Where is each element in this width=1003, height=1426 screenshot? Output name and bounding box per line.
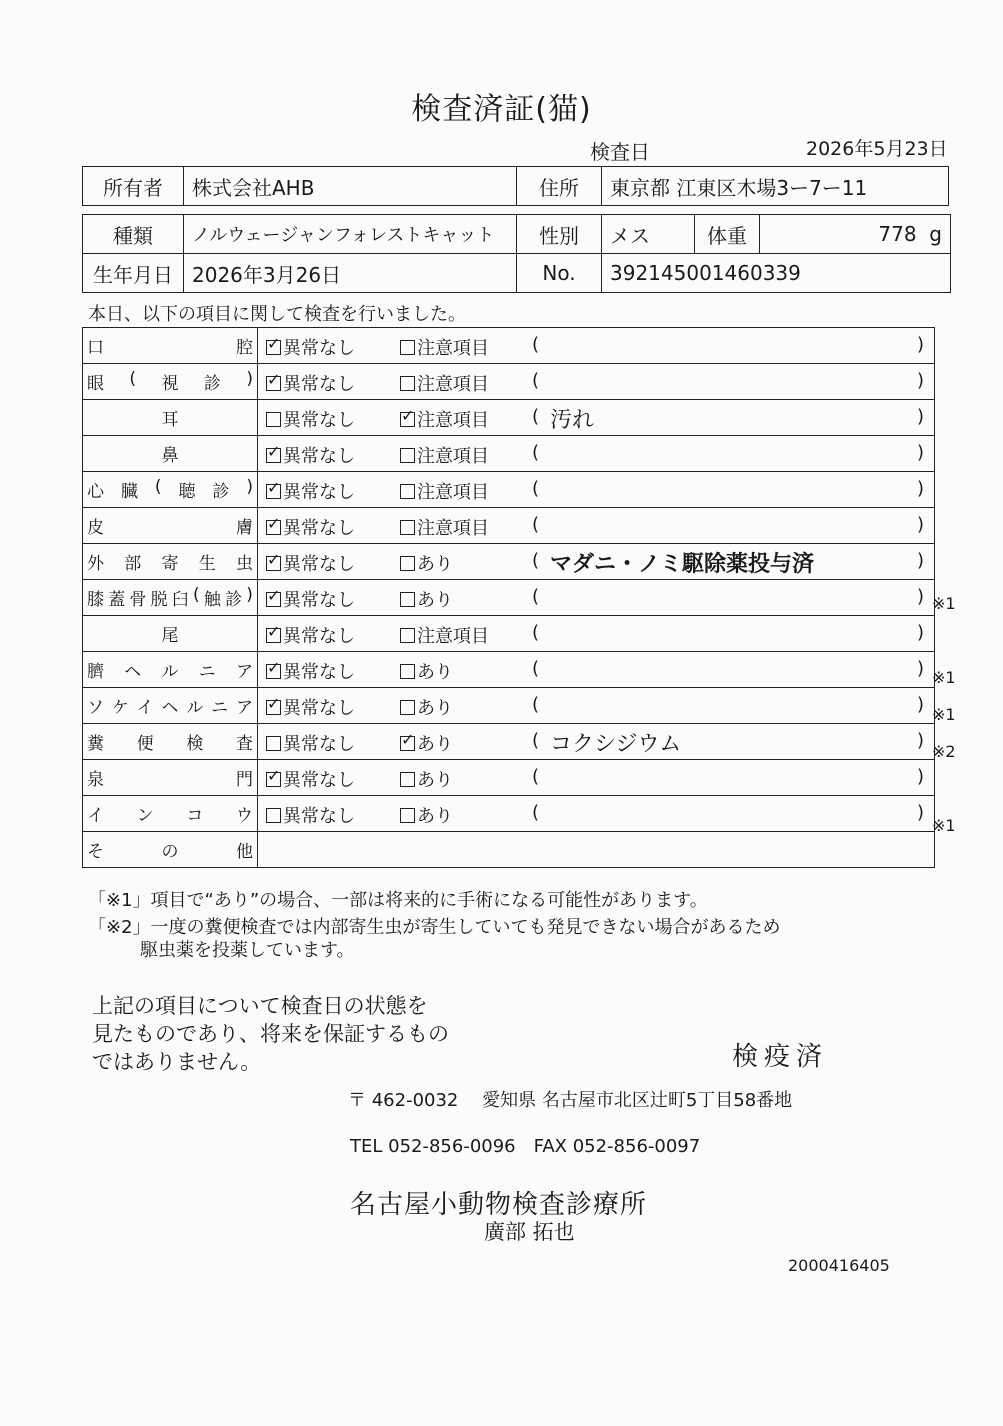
doctor-name: 廣部 拓也 <box>484 1220 575 1244</box>
no-label: No. <box>517 254 602 293</box>
option-normal[interactable] <box>266 766 355 792</box>
option-label: 注意項目 <box>417 446 489 467</box>
option-normal[interactable] <box>266 694 355 720</box>
pet-table <box>82 214 951 293</box>
option-normal[interactable] <box>266 406 355 432</box>
option-label: 異常なし <box>283 338 355 359</box>
paren-open: ( <box>532 658 540 679</box>
option-label: あり <box>417 590 453 611</box>
check-options <box>258 508 935 544</box>
sex-label: 性別 <box>517 215 602 254</box>
checkbox-icon[interactable] <box>400 556 415 571</box>
disclaimer-line: ではありません。 <box>92 1050 262 1074</box>
paren-open: ( <box>532 406 540 427</box>
owner-address: 東京都 江東区木場3ー7ー11 <box>602 167 949 206</box>
check-row <box>83 796 935 832</box>
paren-open: ( <box>532 730 540 751</box>
check-item-name <box>83 688 258 724</box>
paren-close: ) <box>916 370 924 391</box>
option-label: あり <box>417 554 453 575</box>
option-caution[interactable] <box>400 442 489 468</box>
clinic-tel: TEL 052-856-0096 FAX 052-856-0097 <box>350 1136 701 1157</box>
paren-close: ) <box>916 694 924 715</box>
check-item-name <box>83 544 258 580</box>
item-label: イ ン コ ウ <box>87 806 253 826</box>
check-item-name <box>83 436 258 472</box>
checkbox-icon[interactable] <box>266 628 281 643</box>
option-label: あり <box>417 698 453 719</box>
serial-number: 2000416405 <box>788 1256 890 1275</box>
check-row <box>83 508 935 544</box>
option-caution[interactable] <box>400 406 489 432</box>
option-caution[interactable] <box>400 694 453 720</box>
check-item-name <box>83 580 258 616</box>
option-label: 注意項目 <box>417 482 489 503</box>
option-label: 異常なし <box>283 410 355 431</box>
item-label: 臍 ヘ ル ニ ア <box>87 662 253 682</box>
checkbox-icon[interactable] <box>266 700 281 715</box>
check-note: マダニ・ノミ駆除薬投与済 <box>550 552 815 577</box>
check-item-name <box>83 400 258 436</box>
option-label: 異常なし <box>283 446 355 467</box>
checkbox-icon[interactable] <box>400 628 415 643</box>
option-label: 異常なし <box>283 626 355 647</box>
checkbox-icon[interactable] <box>266 664 281 679</box>
option-caution[interactable] <box>400 730 453 756</box>
exam-date-label: 検査日 <box>590 140 650 164</box>
paren-close: ) <box>916 586 924 607</box>
checkbox-icon[interactable] <box>400 448 415 463</box>
check-row <box>83 364 935 400</box>
type-label: 種類 <box>83 215 184 254</box>
check-item-name <box>83 796 258 832</box>
paren-open: ( <box>532 514 540 535</box>
disclaimer-line: 見たものであり、将来を保証するもの <box>92 1022 449 1046</box>
option-label: 異常なし <box>283 374 355 395</box>
item-label: 鼻 <box>161 446 179 466</box>
owner-table <box>82 166 949 206</box>
option-caution[interactable] <box>400 334 489 360</box>
option-label: 異常なし <box>283 590 355 611</box>
paren-close: ) <box>916 766 924 787</box>
paren-open: ( <box>532 334 540 355</box>
check-item-name <box>83 328 258 364</box>
option-label: 異常なし <box>283 734 355 755</box>
check-row <box>83 688 935 724</box>
option-label: 異常なし <box>283 806 355 827</box>
checkbox-icon[interactable] <box>266 340 281 355</box>
weight-label: 体重 <box>695 215 760 254</box>
option-label: 注意項目 <box>417 374 489 395</box>
pet-no: 392145001460339 <box>602 254 951 293</box>
check-options <box>258 328 935 364</box>
option-caution[interactable] <box>400 766 453 792</box>
exam-date: 2026年5月23日 <box>806 138 948 160</box>
option-caution[interactable] <box>400 622 489 648</box>
option-label: 注意項目 <box>417 626 489 647</box>
check-note: コクシジウム <box>550 732 682 757</box>
option-label: あり <box>417 734 453 755</box>
item-label: 耳 <box>161 410 179 430</box>
check-item-name <box>83 760 258 796</box>
check-row-other <box>83 832 935 868</box>
item-label: 眼 ( 視 診 ) <box>87 369 253 394</box>
check-row <box>83 436 935 472</box>
option-label: 注意項目 <box>417 410 489 431</box>
option-caution[interactable] <box>400 478 489 504</box>
check-options <box>258 688 935 724</box>
check-row <box>83 472 935 508</box>
checkbox-icon[interactable] <box>400 592 415 607</box>
footnote-2-cont: 駆虫薬を投薬しています。 <box>140 940 355 961</box>
check-options <box>258 616 935 652</box>
item-label: 心 臓 ( 聴 診 ) <box>87 477 253 502</box>
item-label: 外 部 寄 生 虫 <box>87 554 253 574</box>
footnote-mark: ※1 <box>932 816 956 835</box>
paren-close: ) <box>916 658 924 679</box>
item-label: 皮 膚 <box>87 518 253 538</box>
option-normal[interactable] <box>266 514 355 540</box>
checkbox-icon[interactable] <box>266 772 281 787</box>
pet-type: ノルウェージャンフォレストキャット <box>184 215 517 254</box>
option-normal[interactable] <box>266 370 355 396</box>
weight-unit: g <box>929 222 942 246</box>
paren-close: ) <box>916 442 924 463</box>
paren-open: ( <box>532 442 540 463</box>
owner-value: 株式会社AHB <box>184 167 517 206</box>
check-item-name <box>83 652 258 688</box>
checkbox-icon[interactable] <box>266 592 281 607</box>
checkbox-icon[interactable] <box>266 520 281 535</box>
checkbox-icon[interactable] <box>400 376 415 391</box>
check-item-name <box>83 508 258 544</box>
checkbox-icon[interactable] <box>266 808 281 823</box>
option-label: 異常なし <box>283 518 355 539</box>
paren-close: ) <box>916 802 924 823</box>
footnote-1: 「※1」項目で“あり”の場合、一部は将来的に手術になる可能性があります。 <box>88 890 708 911</box>
checkbox-icon[interactable] <box>400 700 415 715</box>
checkbox-icon[interactable] <box>266 412 281 427</box>
paren-open: ( <box>532 370 540 391</box>
option-caution[interactable] <box>400 658 453 684</box>
paren-open: ( <box>532 478 540 499</box>
checkbox-icon[interactable] <box>400 412 415 427</box>
item-label: 尾 <box>161 626 179 646</box>
paren-open: ( <box>532 586 540 607</box>
check-options <box>258 400 935 436</box>
check-item-name <box>83 364 258 400</box>
option-caution[interactable] <box>400 370 489 396</box>
clinic-address: 〒 462-0032 愛知県 名古屋市北区辻町5丁目58番地 <box>348 1090 793 1111</box>
document-title: 検査済証(猫) <box>411 92 592 127</box>
paren-open: ( <box>532 802 540 823</box>
check-row <box>83 760 935 796</box>
check-options <box>258 796 935 832</box>
paren-close: ) <box>916 334 924 355</box>
option-normal[interactable] <box>266 658 355 684</box>
checkbox-icon[interactable] <box>400 484 415 499</box>
check-row <box>83 400 935 436</box>
paren-close: ) <box>916 478 924 499</box>
disclaimer <box>92 992 449 1076</box>
check-row <box>83 724 935 760</box>
paren-open: ( <box>532 550 540 571</box>
check-options <box>258 724 935 760</box>
option-caution[interactable] <box>400 802 453 828</box>
check-table <box>82 327 935 868</box>
checkbox-icon[interactable] <box>400 520 415 535</box>
option-label: 異常なし <box>283 482 355 503</box>
option-label: 異常なし <box>283 770 355 791</box>
item-label: そ の 他 <box>87 842 253 862</box>
checkbox-icon[interactable] <box>400 772 415 787</box>
option-label: あり <box>417 662 453 683</box>
check-options <box>258 472 935 508</box>
footnote-mark: ※1 <box>932 668 956 687</box>
check-row <box>83 544 935 580</box>
check-options <box>258 364 935 400</box>
check-item-name <box>83 472 258 508</box>
option-normal[interactable] <box>266 622 355 648</box>
check-row <box>83 652 935 688</box>
check-item-name <box>83 724 258 760</box>
option-normal[interactable] <box>266 550 355 576</box>
paren-close: ) <box>916 622 924 643</box>
address-label: 住所 <box>517 167 602 206</box>
pet-weight <box>760 215 951 254</box>
check-item-name <box>83 616 258 652</box>
checkbox-icon[interactable] <box>266 556 281 571</box>
option-normal[interactable] <box>266 334 355 360</box>
pet-sex: メス <box>602 215 695 254</box>
paren-open: ( <box>532 766 540 787</box>
item-label: 糞 便 検 査 <box>87 734 253 754</box>
check-options <box>258 652 935 688</box>
clinic-name: 名古屋小動物検査診療所 <box>350 1190 648 1220</box>
check-row <box>83 580 935 616</box>
check-options <box>258 544 935 580</box>
pet-birth: 2026年3月26日 <box>184 254 517 293</box>
paren-close: ) <box>916 730 924 751</box>
check-options <box>258 580 935 616</box>
quarantine-stamp: 検疫済 <box>732 1042 829 1072</box>
option-label: あり <box>417 770 453 791</box>
paren-close: ) <box>916 550 924 571</box>
paren-open: ( <box>532 622 540 643</box>
paren-close: ) <box>916 514 924 535</box>
check-options <box>258 760 935 796</box>
checkbox-icon[interactable] <box>400 808 415 823</box>
checkbox-icon[interactable] <box>400 664 415 679</box>
other-value[interactable] <box>258 832 935 868</box>
intro-text: 本日、以下の項目に関して検査を行いました。 <box>88 304 466 325</box>
footnote-2: 「※2」一度の糞便検査では内部寄生虫が寄生していても発見できない場合があるため <box>88 917 781 938</box>
option-label: あり <box>417 806 453 827</box>
check-row <box>83 328 935 364</box>
paren-open: ( <box>532 694 540 715</box>
option-label: 異常なし <box>283 662 355 683</box>
item-label: 口 腔 <box>87 338 253 358</box>
checkbox-icon[interactable] <box>400 340 415 355</box>
option-caution[interactable] <box>400 514 489 540</box>
footnote-mark: ※1 <box>932 594 956 613</box>
option-caution[interactable] <box>400 586 453 612</box>
option-normal[interactable] <box>266 586 355 612</box>
option-label: 異常なし <box>283 698 355 719</box>
option-label: 注意項目 <box>417 518 489 539</box>
other-label <box>83 832 258 868</box>
checkbox-icon[interactable] <box>266 484 281 499</box>
owner-label: 所有者 <box>83 167 184 206</box>
weight-value: 778 <box>878 222 917 246</box>
option-caution[interactable] <box>400 550 453 576</box>
item-label: 泉 門 <box>87 770 253 790</box>
option-normal[interactable] <box>266 730 355 756</box>
birth-label: 生年月日 <box>83 254 184 293</box>
disclaimer-line: 上記の項目について検査日の状態を <box>92 994 428 1018</box>
footnote-mark: ※1 <box>932 705 956 724</box>
option-normal[interactable] <box>266 442 355 468</box>
paren-close: ) <box>916 406 924 427</box>
checkbox-icon[interactable] <box>266 448 281 463</box>
option-label: 異常なし <box>283 554 355 575</box>
footnote-mark: ※2 <box>932 742 956 761</box>
option-normal[interactable] <box>266 802 355 828</box>
check-options <box>258 436 935 472</box>
item-label: 膝 蓋 骨 脱 臼 ( 触 診 ) <box>87 585 253 610</box>
item-label: ソ ケ イ ヘ ル ニ ア <box>87 698 253 718</box>
checkbox-icon[interactable] <box>266 736 281 751</box>
checkbox-icon[interactable] <box>400 736 415 751</box>
option-label: 注意項目 <box>417 338 489 359</box>
check-row <box>83 616 935 652</box>
check-note: 汚れ <box>550 408 595 433</box>
option-normal[interactable] <box>266 478 355 504</box>
checkbox-icon[interactable] <box>266 376 281 391</box>
